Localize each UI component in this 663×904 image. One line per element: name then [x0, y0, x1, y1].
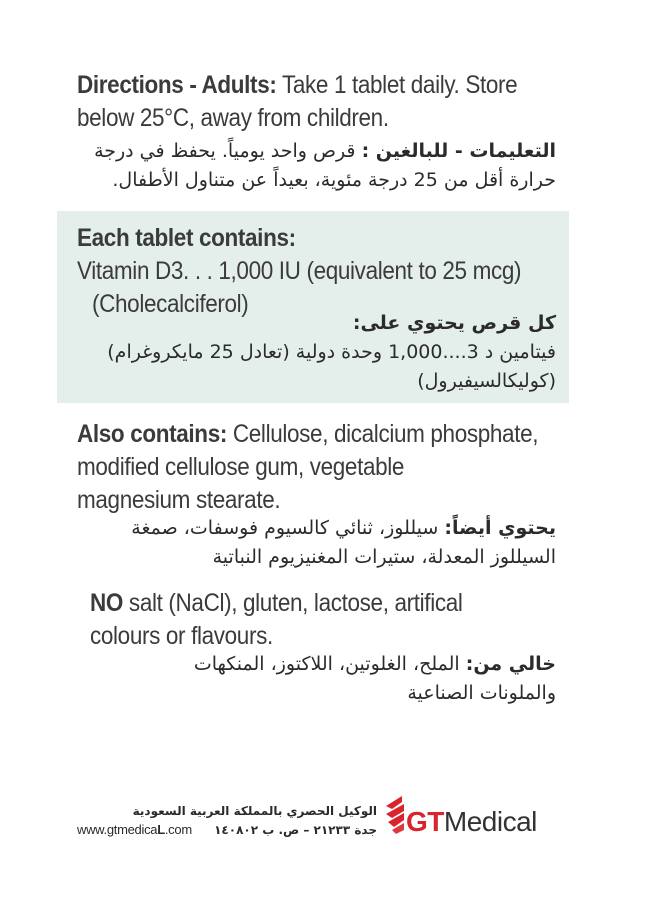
also-contains-ar-text-1: سيللوز، ثنائي كالسيوم فوسفات، صمغة — [131, 517, 445, 539]
composition-ar-line-2: (كوليكالسيفيرول) — [417, 370, 556, 392]
logo-medical: Medical — [443, 806, 537, 837]
also-contains-ar-line-2: السيللوز المعدلة، ستيرات المغنيزيوم النباتية — [212, 546, 556, 568]
also-contains-ar-heading: يحتوي أيضاً: — [444, 517, 556, 539]
directions-ar-line-2: حرارة أقل من 25 درجة مئوية، بعيداً عن متناول الأطفال. — [112, 169, 556, 191]
agent-ar-line-2: جدة ٢١٢٣٣ – ص. ب ١٤٠٨٠٢ — [214, 823, 377, 837]
also-contains-heading: Also contains: — [77, 420, 227, 448]
free-from-ar-text-1: الملح، الغلوتين، اللاكتوز، المنكهات — [193, 653, 466, 675]
free-from-line-2: colours or flavours. — [90, 622, 273, 650]
free-from-ar-line-1 — [194, 650, 556, 679]
also-contains-text-1: Cellulose, dicalcium phosphate, — [226, 420, 539, 448]
website-bold-letter: L — [157, 822, 165, 837]
free-from-no: NO — [90, 589, 124, 617]
directions-ar-line-1 — [94, 137, 556, 166]
free-from-text-1: salt (NaCl), gluten, lactose, artifical — [123, 589, 463, 617]
composition-line-2: (Cholecalciferol) — [92, 290, 249, 318]
directions-line-2: below 25°C, away from children. — [77, 104, 389, 132]
agent-ar-line-1: الوكيل الحصري بالمملكة العربية السعودية — [132, 804, 377, 818]
composition-line-1: Vitamin D3. . . 1,000 IU (equivalent to 25 mcg) — [77, 257, 522, 285]
composition-ar-line-1: فيتامين د 3....1,000 وحدة دولية (تعادل 25 مايكروغرام) — [107, 341, 556, 363]
composition-heading — [77, 222, 296, 255]
free-from-line-1 — [90, 587, 463, 620]
composition-heading-text: Each tablet contains: — [77, 224, 296, 252]
directions-heading: Directions - Adults: — [77, 71, 277, 99]
website-prefix: www.gtmedica — [77, 822, 158, 837]
directions-ar-heading: التعليمات - للبالغين : — [361, 140, 556, 162]
website-suffix: .com — [164, 822, 192, 837]
also-contains-line-2: modified cellulose gum, vegetable — [77, 453, 405, 481]
also-contains-ar-line-1 — [131, 514, 556, 543]
logo-gt: GT — [406, 806, 444, 837]
composition-ar-heading — [353, 309, 556, 338]
logo-wordmark — [406, 806, 537, 838]
composition-ar-heading-text: كل قرص يحتوي على: — [352, 312, 556, 334]
also-contains-line-1 — [77, 418, 538, 451]
directions-line-1 — [77, 69, 517, 102]
free-from-ar-heading: خالي من: — [465, 653, 556, 675]
free-from-ar-line-2: والملونات الصناعية — [407, 682, 556, 704]
directions-ar-text-1: قرص واحد يومياً. يحفظ في درجة — [94, 140, 362, 162]
directions-text-1: Take 1 tablet daily. Store — [276, 71, 518, 99]
website-url — [77, 822, 192, 838]
also-contains-line-3: magnesium stearate. — [77, 486, 281, 514]
